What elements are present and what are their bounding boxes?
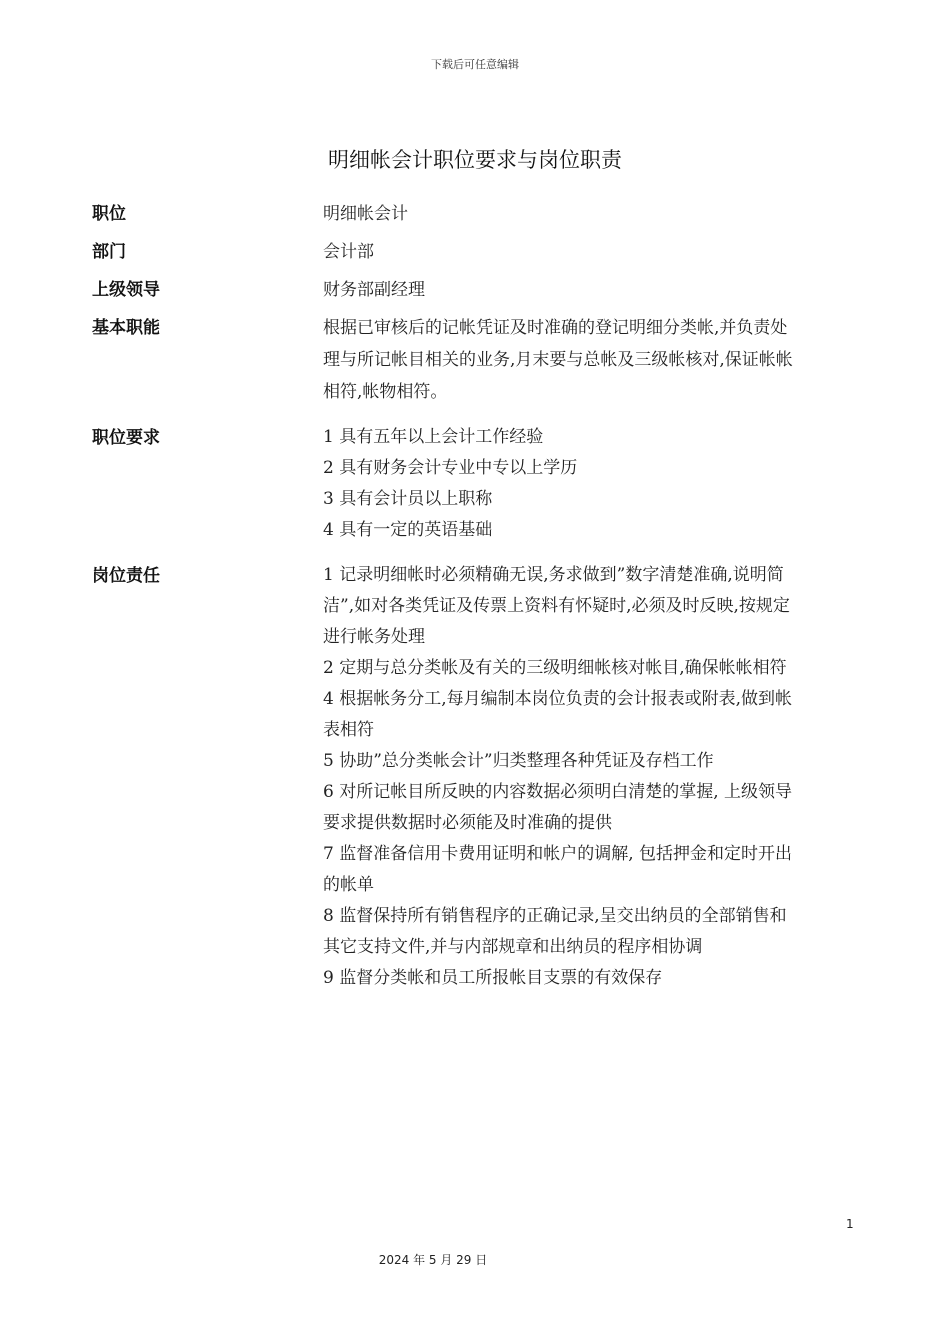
- field-supervisor: [92, 274, 862, 306]
- field-label-basic-duty: 基本职能: [92, 318, 160, 338]
- requirement-item: 4 具有一定的英语基础: [323, 520, 493, 540]
- field-basic-duty: [92, 312, 862, 408]
- field-value-supervisor: 财务部副经理: [323, 280, 425, 300]
- field-label-requirements: 职位要求: [92, 428, 160, 448]
- requirement-item: 2 具有财务会计专业中专以上学历: [323, 458, 578, 478]
- requirement-item: 1 具有五年以上会计工作经验: [323, 427, 544, 447]
- header-note: 下载后可任意编辑: [431, 58, 519, 71]
- responsibility-line: 2 定期与总分类帐及有关的三级明细帐核对帐目,确保帐帐相符: [323, 658, 787, 678]
- field-position: [92, 198, 862, 230]
- field-value-basic-duty: [323, 312, 862, 408]
- field-label-supervisor: 上级领导: [92, 280, 160, 300]
- responsibility-line: 的帐单: [323, 875, 374, 895]
- basic-duty-line: 相符,帐物相符。: [323, 382, 448, 402]
- responsibility-item: [323, 901, 862, 963]
- responsibility-line: 洁”,如对各类凭证及传票上资料有怀疑时,必须及时反映,按规定: [323, 596, 790, 616]
- responsibility-item: [323, 839, 862, 901]
- responsibility-item: [323, 746, 862, 777]
- page-number: 1: [846, 1217, 854, 1231]
- responsibility-line: 1 记录明细帐时必须精确无误,务求做到”数字清楚准确,说明简: [323, 565, 784, 585]
- responsibility-item: [323, 963, 862, 994]
- field-department: [92, 236, 862, 268]
- field-requirements: [92, 422, 862, 546]
- field-value-position: 明细帐会计: [323, 204, 408, 224]
- responsibility-item: [323, 684, 862, 746]
- basic-duty-line: 理与所记帐目相关的业务,月末要与总帐及三级帐核对,保证帐帐: [323, 350, 793, 370]
- field-responsibilities: [92, 560, 862, 994]
- responsibility-line: 要求提供数据时必须能及时准确的提供: [323, 813, 612, 833]
- responsibility-line: 进行帐务处理: [323, 627, 425, 647]
- document-title: 明细帐会计职位要求与岗位职责: [328, 148, 622, 172]
- responsibility-line: 4 根据帐务分工,每月编制本岗位负责的会计报表或附表,做到帐: [323, 689, 793, 709]
- field-label-position: 职位: [92, 204, 126, 224]
- requirements-list: [323, 422, 862, 546]
- field-value-department: 会计部: [323, 242, 374, 262]
- responsibility-item: [323, 777, 862, 839]
- responsibility-item: [323, 653, 862, 684]
- footer-date: 2024 年 5 月 29 日: [378, 1253, 488, 1267]
- responsibility-line: 8 监督保持所有销售程序的正确记录,呈交出纳员的全部销售和: [323, 906, 787, 926]
- responsibility-line: 5 协助”总分类帐会计”归类整理各种凭证及存档工作: [323, 751, 714, 771]
- requirement-item: 3 具有会计员以上职称: [323, 489, 493, 509]
- responsibility-line: 6 对所记帐目所反映的内容数据必须明白清楚的掌握, 上级领导: [323, 782, 793, 802]
- responsibility-line: 7 监督准备信用卡费用证明和帐户的调解, 包括押金和定时开出: [323, 844, 793, 864]
- field-label-department: 部门: [92, 242, 126, 262]
- responsibilities-list: [323, 560, 862, 994]
- responsibility-line: 9 监督分类帐和员工所报帐目支票的有效保存: [323, 968, 663, 988]
- field-label-responsibilities: 岗位责任: [92, 566, 160, 586]
- responsibility-line: 其它支持文件,并与内部规章和出纳员的程序相协调: [323, 937, 703, 957]
- basic-duty-line: 根据已审核后的记帐凭证及时准确的登记明细分类帐,并负责处: [323, 318, 788, 338]
- responsibility-line: 表相符: [323, 720, 374, 740]
- job-description-fields: [92, 198, 862, 994]
- responsibility-item: [323, 560, 862, 653]
